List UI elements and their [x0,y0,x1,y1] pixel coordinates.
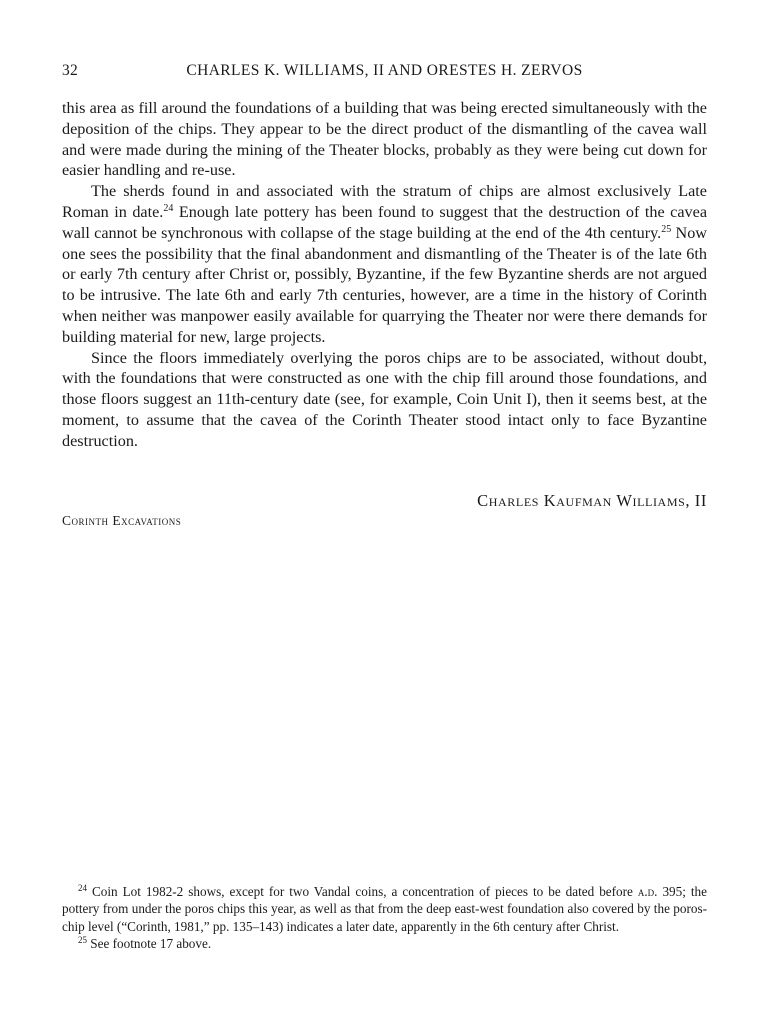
page-number: 32 [62,62,79,79]
footnote-25 [62,935,707,952]
paragraph-3: Since the floors immediately overlying the poros chips are to be associated, without doubt, with the foundations that were constructed as one with the chip fill around those foundations, and those floors suggest an 11th-century date (see, for example, Coin Unit I), then it seems best, at the moment, to assume that the cavea of the Corinth Theater stood intact only to face Byzantine destruction. [62,348,707,450]
footnote-ref-24[interactable]: 24 [163,202,174,214]
paragraph-2-part-c: Now one sees the possibility that the final abandonment and dismantling of the Theater is of the late 6th or early 7th century after Christ or, possibly, Byzantine, if the few Byzantine sherds are not argued to be intrusive. The late 6th and early 7th centuries, however, are a time in the history of Corinth when neither was manpower easily available for quarrying the Theater nor were there demands for building material for new, large projects. [62,223,707,346]
footnote-24 [62,883,707,935]
paragraph-2-part-a: The sherds found in and associated with the stratum of chips are almost exclusively Late Roman in date. [62,182,707,221]
footnote-ref-25[interactable]: 25 [661,223,672,235]
paragraph-2 [62,181,707,347]
footnote-25-number: 25 [78,935,87,946]
paragraph-1: this area as fill around the foundations of a building that was being erected simultaneously with the deposition of the chips. They appear to be the direct product of the dismantling of the cavea wall and were made during the mining of the Theater blocks, probably as they were being cut down for easier handling and re-use. [62,99,707,180]
running-head-authors: CHARLES K. WILLIAMS, II AND ORESTES H. ZERVOS [186,62,583,79]
footnote-24-text-a: Coin Lot 1982-2 shows, except for two Vandal coins, a concentration of pieces to be dated before [87,884,638,899]
author-signature: Charles Kaufman Williams, II [477,491,707,510]
body-text [62,98,707,452]
footnotes [62,883,707,953]
footnote-25-text: See footnote 17 above. [87,936,212,952]
footnote-24-number: 24 [78,883,87,893]
footnote-24-text-b: 395; the pottery from under the poros chips this year, as well as that from the deep east-west foundation also covered by the poros-chip level (“Corinth, 1981,” pp. 135–143) indicates a later date, apparently in the 6th century after Christ. [62,884,707,934]
paragraph-2-part-b: Enough late pottery has been found to suggest that the destruction of the cavea wall cannot be synchronous with collapse of the stage building at the end of the 4th century. [62,202,708,242]
author-affiliation: Corinth Excavations [62,513,182,528]
footnote-24-era: a.d. [637,884,658,899]
